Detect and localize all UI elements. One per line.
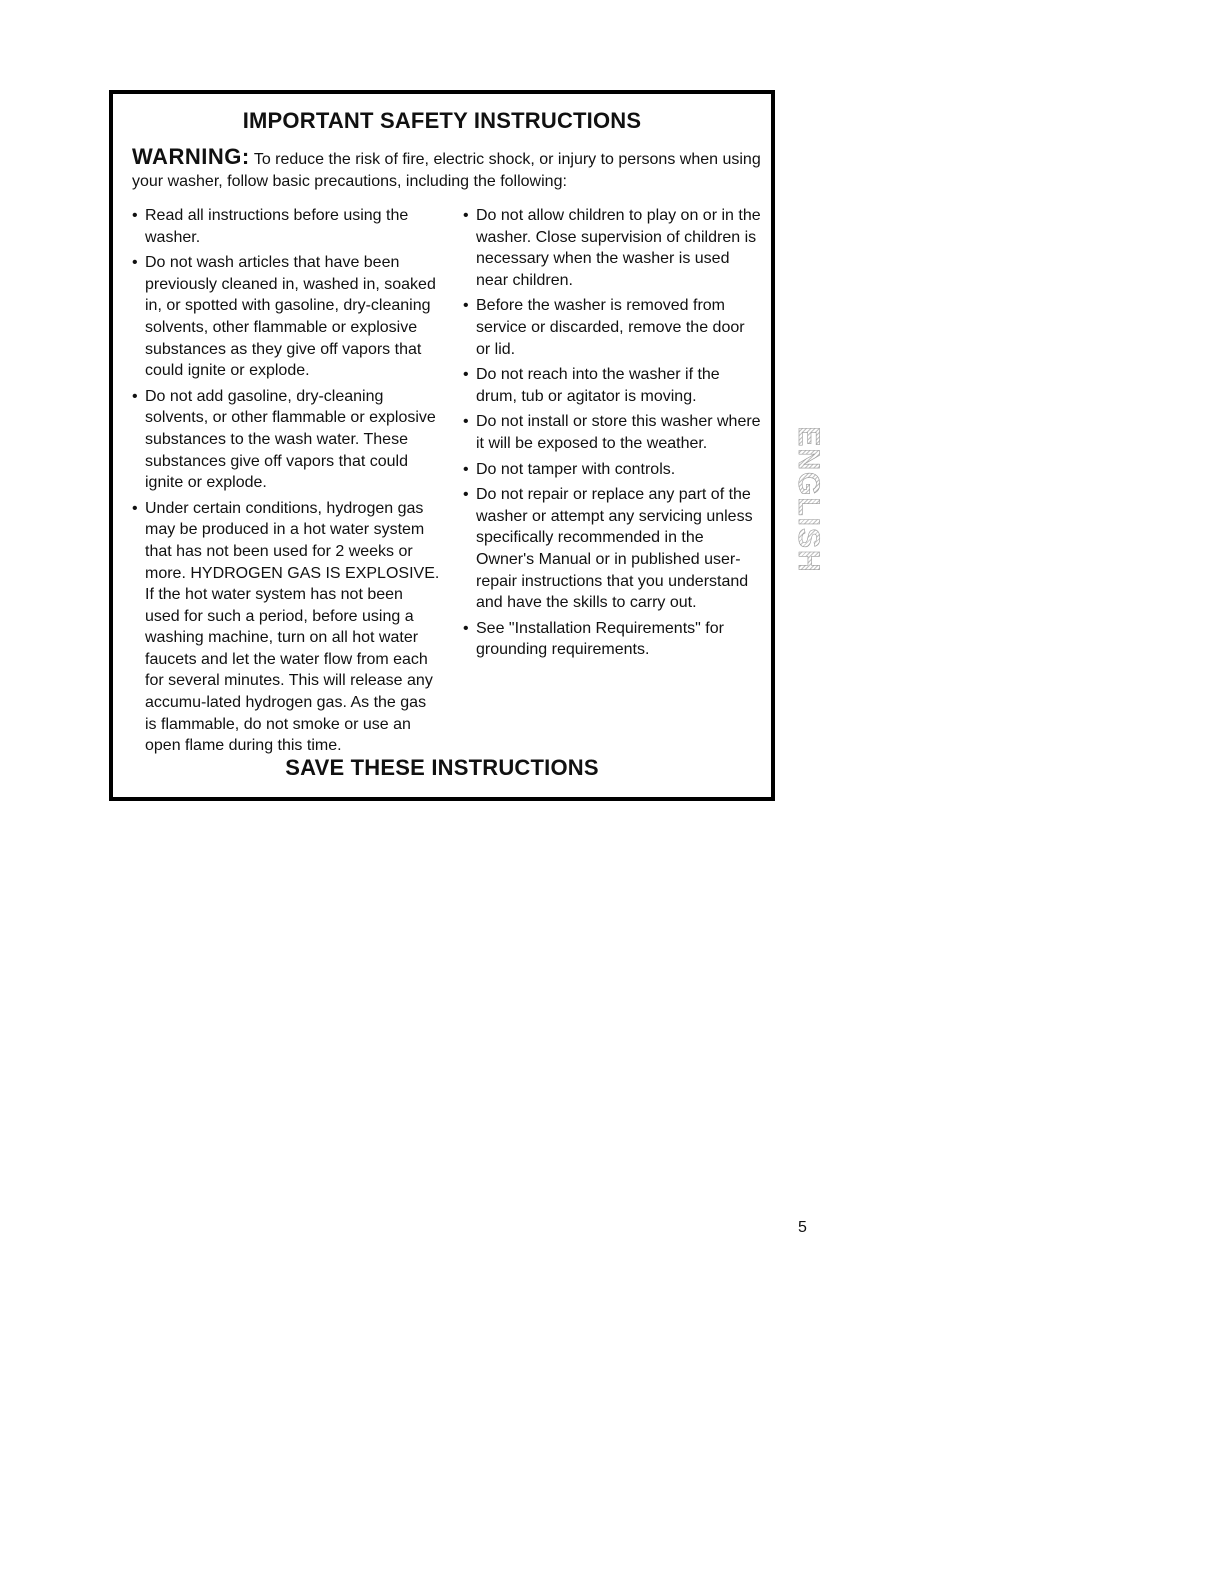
bullet-icon: • [132,254,138,272]
safety-instructions-box [109,90,775,801]
list-item [463,459,763,481]
list-item-text: Do not reach into the washer if the drum, tub or agitator is moving. [476,366,720,405]
list-item [463,295,763,360]
language-side-tab [792,410,825,590]
list-item [463,618,763,661]
list-item [132,205,442,248]
left-bullet-column [132,205,442,761]
list-item [132,252,442,382]
bullet-icon: • [463,297,469,315]
bullet-icon: • [463,486,469,504]
list-item-text: See "Installation Requirements" for grounding requirements. [476,619,724,659]
bullet-icon: • [132,499,138,517]
list-item [463,411,763,454]
bullet-icon: • [463,619,469,637]
list-item-text: Do not wash articles that have been previously cleaned in, washed in, soaked in, or spotted with gasoline, dry-cleaning solvents, other flammable or explosive substances as they give off vapors that could ignite or explode. [145,254,436,380]
bullet-icon: • [463,413,469,431]
bullet-icon: • [463,207,469,224]
list-item-text: Under certain conditions, hydrogen gas may be produced in a hot water system that has not been used for 2 weeks or more. HYDROGEN GAS IS EXPLOSIVE. If the hot water system has not been used for such a period, before using a washing machine, turn on all hot water faucets and let the water flow from each for several minutes. This will release any accumu-lated hydrogen gas. As the gas is flammable, do not smoke or use an open flame during this time. [145,499,440,755]
right-bullet-column [463,205,763,665]
warning-paragraph [132,146,764,193]
list-item-text: Before the washer is removed from service or discarded, remove the door or lid. [476,297,745,358]
list-item [463,484,763,614]
list-item-text: Read all instructions before using the washer. [145,207,409,246]
list-item [132,386,442,494]
list-item-text: Do not add gasoline, dry-cleaning solvents, or other flammable or explosive substances to the wash water. These substances give off vapors that could ignite or explode. [145,387,436,492]
list-item-text: Do not tamper with controls. [476,460,676,478]
list-item-text: Do not install or store this washer where it will be exposed to the weather. [476,413,761,452]
language-side-tab-label: ENGLISH [792,426,825,574]
page-number: 5 [798,1219,807,1236]
list-item [463,205,763,291]
bullet-icon: • [463,460,469,478]
warning-label: WARNING: [132,144,250,169]
list-item-text: Do not allow children to play on or in the washer. Close supervision of children is necessary when the washer is used near children. [476,207,761,289]
bullet-icon: • [132,387,138,405]
list-item [463,364,763,407]
warning-text: To reduce the risk of fire, electric shock, or injury to persons when using your washer, follow basic precautions, including the following: [132,151,761,190]
safety-title: IMPORTANT SAFETY INSTRUCTIONS [242,108,642,133]
bullet-icon: • [132,207,138,224]
save-instructions-title: SAVE THESE INSTRUCTIONS [285,755,599,780]
list-item-text: Do not repair or replace any part of the washer or attempt any servicing unless specifically recommended in the Owner's Manual or in published user-repair instructions that you understand and have the skills to carry out. [476,486,753,612]
bullet-icon: • [463,366,469,384]
list-item [132,498,442,757]
